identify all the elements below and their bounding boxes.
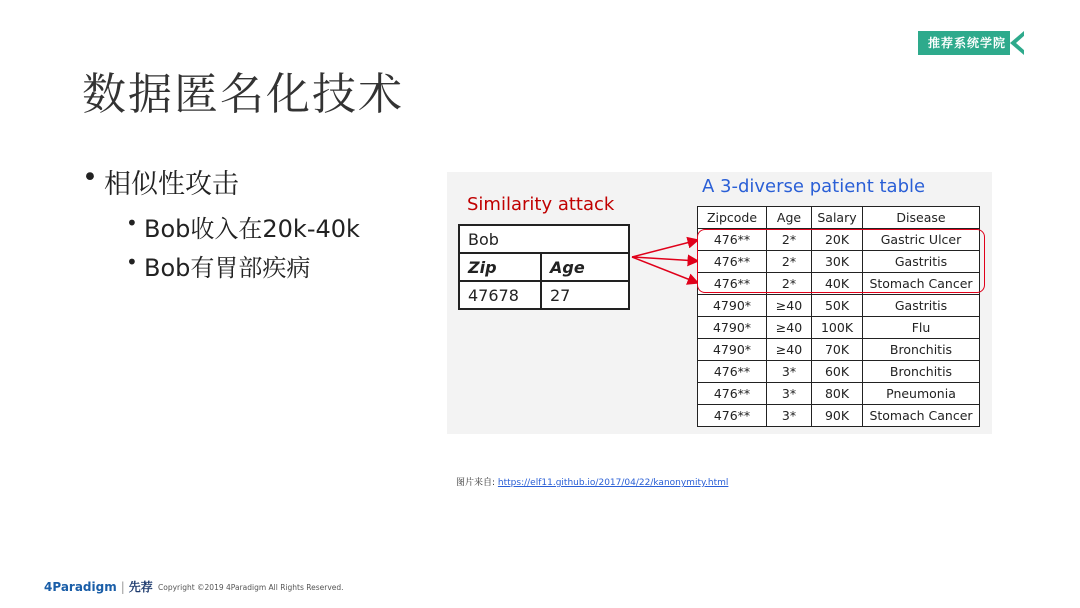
highlight-box <box>697 229 985 293</box>
academy-badge: 推荐系统学院 <box>918 31 1010 55</box>
table-cell: Bronchitis <box>863 361 980 383</box>
table-cell: 2* <box>767 273 812 295</box>
table-cell: Stomach Cancer <box>863 273 980 295</box>
table-row <box>698 317 980 339</box>
table-row <box>698 295 980 317</box>
brand-logo-2: 先荐 <box>128 580 153 594</box>
table-cell: 2* <box>767 251 812 273</box>
bullet-sub-2: • Bob有胃部疾病 <box>122 248 360 283</box>
source-link[interactable]: https://elf11.github.io/2017/04/22/kanonymity.html <box>497 478 729 488</box>
table-cell: 476** <box>698 229 767 251</box>
col-zipcode: Zipcode <box>698 207 767 229</box>
footer-logo <box>44 578 153 595</box>
table-cell: 30K <box>812 251 863 273</box>
diverse-table-title: A 3-diverse patient table <box>702 176 926 197</box>
table-cell: 80K <box>812 383 863 405</box>
table-cell: Gastritis <box>863 295 980 317</box>
col-age: Age <box>767 207 812 229</box>
table-cell: Flu <box>863 317 980 339</box>
table-cell: 3* <box>767 361 812 383</box>
bob-value-age: 27 <box>541 281 629 309</box>
table-cell: 476** <box>698 251 767 273</box>
bullet-sub-1: • Bob收入在20k-40k <box>122 209 360 244</box>
table-cell: Gastric Ulcer <box>863 229 980 251</box>
table-cell: 476** <box>698 273 767 295</box>
table-cell: 60K <box>812 361 863 383</box>
table-cell: 20K <box>812 229 863 251</box>
arrow-to-row-1 <box>632 240 698 257</box>
patient-table-header <box>698 207 980 229</box>
table-cell: 4790* <box>698 295 767 317</box>
table-row <box>698 339 980 361</box>
bob-header-zip: Zip <box>459 253 541 281</box>
table-row <box>698 361 980 383</box>
bob-header-age: Age <box>541 253 629 281</box>
table-cell: 476** <box>698 405 767 427</box>
table-cell: 2* <box>767 229 812 251</box>
source-label: 图片来自: <box>456 478 496 488</box>
table-cell: 50K <box>812 295 863 317</box>
slide-title: 数据匿名化技术 <box>82 69 404 120</box>
table-cell: 3* <box>767 405 812 427</box>
col-disease: Disease <box>863 207 980 229</box>
table-cell: Stomach Cancer <box>863 405 980 427</box>
bob-name-cell: Bob <box>459 225 629 253</box>
table-cell: 4790* <box>698 339 767 361</box>
image-source <box>456 475 728 488</box>
table-cell: Pneumonia <box>863 383 980 405</box>
bob-value-zip: 47678 <box>459 281 541 309</box>
table-cell: ≥40 <box>767 317 812 339</box>
table-cell: 476** <box>698 361 767 383</box>
table-cell: 476** <box>698 383 767 405</box>
table-cell: 4790* <box>698 317 767 339</box>
table-cell: ≥40 <box>767 295 812 317</box>
table-row <box>698 383 980 405</box>
col-salary: Salary <box>812 207 863 229</box>
brand-logo: 4Paradigm <box>44 580 117 594</box>
table-cell: 90K <box>812 405 863 427</box>
table-cell: ≥40 <box>767 339 812 361</box>
table-row <box>698 405 980 427</box>
table-cell: Bronchitis <box>863 339 980 361</box>
table-cell: 40K <box>812 273 863 295</box>
bullet-main: • 相似性攻击 <box>82 162 360 201</box>
table-cell: 3* <box>767 383 812 405</box>
table-cell: 100K <box>812 317 863 339</box>
table-cell: 70K <box>812 339 863 361</box>
similarity-attack-title: Similarity attack <box>467 194 615 215</box>
copyright-text: Copyright ©2019 4Paradigm All Rights Reserved. <box>158 583 344 592</box>
table-cell: Gastritis <box>863 251 980 273</box>
logo-divider: | <box>120 580 125 594</box>
